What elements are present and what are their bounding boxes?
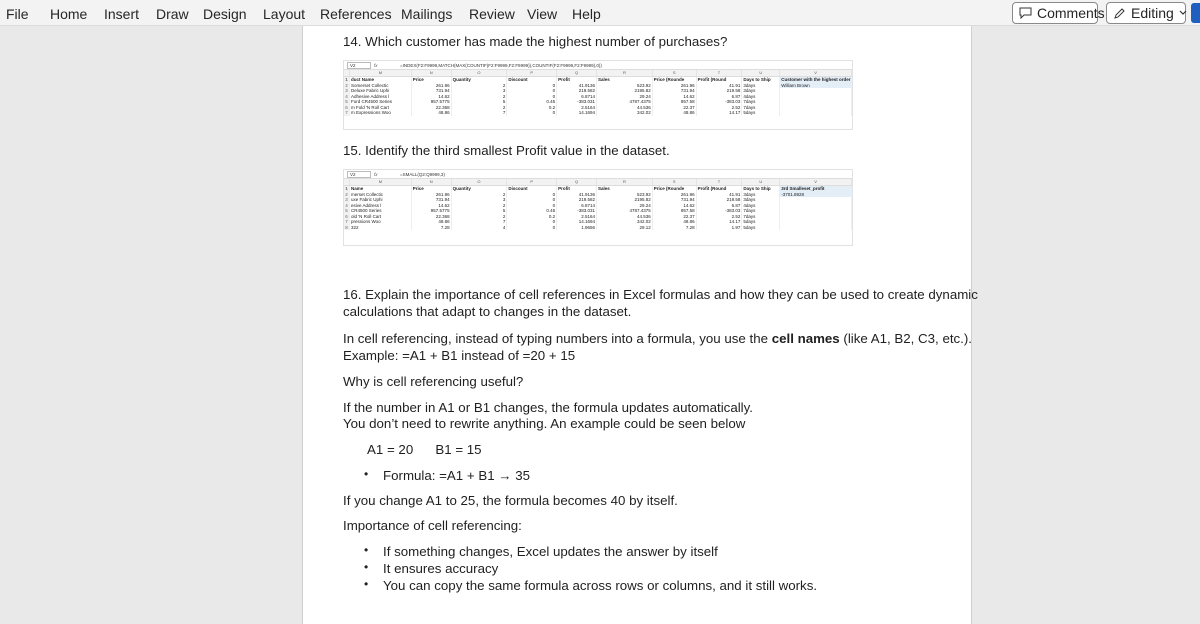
- menu-insert[interactable]: Insert: [104, 6, 140, 22]
- table-cell: 4787.4375: [597, 208, 653, 214]
- table-cell: 3: [452, 197, 508, 203]
- question-16-line2: calculations that adapt to changes in the dataset.: [343, 304, 632, 319]
- document-page[interactable]: [302, 26, 978, 624]
- table-cell: 2.52: [697, 105, 743, 111]
- table-row: 7 m Expressions Woo 48.86 7 0 14.1694 342.02 48.86 14.17 5days: [344, 110, 852, 116]
- table-cell: 29.12: [597, 225, 653, 231]
- table-cell: pressions Woo: [350, 219, 412, 225]
- editing-label: Editing: [1131, 5, 1174, 21]
- table-cell: Days to Ship: [742, 77, 780, 83]
- table-cell: 3days: [742, 197, 780, 203]
- table-cell: 0: [507, 94, 557, 100]
- table-cell: -3701.8928: [780, 192, 852, 198]
- question-16-line1: 16. Explain the importance of cell references in Excel formulas and how they can be used to create dynamic: [343, 287, 978, 302]
- table-cell: 731.94: [412, 197, 452, 203]
- table-cell: Ford CR4500 Series: [350, 99, 412, 105]
- fx-icon: fx: [374, 171, 378, 177]
- table-cell: 6.87: [697, 203, 743, 209]
- table-cell: 0: [507, 83, 557, 89]
- table-cell: 41.9136: [557, 192, 597, 198]
- bullet-icon: •: [364, 467, 369, 481]
- menu-view[interactable]: View: [527, 6, 558, 22]
- cell-reference: V2: [347, 62, 371, 69]
- spreadsheet-grid: [344, 186, 852, 230]
- paragraph-example: Example: =A1 + B1 instead of =20 + 15: [343, 348, 576, 363]
- table-cell: 261.96: [412, 83, 452, 89]
- table-cell: 41.91: [697, 83, 743, 89]
- table-cell: 2: [452, 203, 508, 209]
- table-cell: 219.582: [557, 197, 597, 203]
- table-cell: Price (Rounde: [653, 186, 697, 192]
- table-cell: 2195.82: [597, 197, 653, 203]
- pencil-icon: [1113, 7, 1126, 20]
- table-cell: Adhesive Address l: [350, 94, 412, 100]
- table-cell: 342.02: [597, 219, 653, 225]
- table-cell: Profit: [557, 77, 597, 83]
- importance-bullet-3: You can copy the same formula across rows or columns, and it still works.: [383, 578, 818, 593]
- column-headers: M N O P Q R S T U V: [344, 179, 852, 186]
- table-cell: 261.96: [412, 192, 452, 198]
- table-cell: 22.37: [653, 105, 697, 111]
- table-cell: 3days: [742, 192, 780, 198]
- table-cell: Price: [412, 186, 452, 192]
- table-cell: Discount: [507, 77, 557, 83]
- excel-screenshot-q15: [343, 169, 853, 246]
- table-cell: 14.1694: [557, 110, 597, 116]
- table-cell: 6.8714: [557, 203, 597, 209]
- table-cell: merset Collectic: [350, 192, 412, 198]
- table-cell: William Brown: [780, 83, 852, 89]
- formula-bar: [344, 61, 852, 70]
- excel-screenshot-q14: [343, 60, 853, 130]
- table-cell: old 'N Roll Cart: [350, 214, 412, 220]
- table-cell: 14.62: [653, 203, 697, 209]
- table-cell: 5days: [742, 225, 780, 231]
- table-cell: Sales: [597, 186, 653, 192]
- paragraph-cell-referencing: In cell referencing, instead of typing numbers into a formula, you use the cell names (like A1, B2, C3, etc.).: [343, 331, 972, 346]
- cell-reference: V2: [347, 171, 371, 178]
- table-row: 5 CR4500 Series 957.5775 5 0.45 -383.031 4787.4375 957.58 -383.03 7days: [344, 208, 852, 214]
- formula-text: =INDEX(F2:F9999,MATCH(MAX(COUNTIF(F2:F9999,F2:F9999)),COUNTIF(F2:F9999,F2:F9999),0)): [400, 62, 602, 68]
- table-cell: 6.87: [697, 94, 743, 100]
- table-cell: Days to Ship: [742, 186, 780, 192]
- table-cell: 22.368: [412, 214, 452, 220]
- table-cell: 7days: [742, 208, 780, 214]
- table-cell: 29.24: [597, 203, 653, 209]
- question-14: 14. Which customer has made the highest number of purchases?: [343, 34, 728, 49]
- paragraph-change-a1: If you change A1 to 25, the formula becomes 40 by itself.: [343, 493, 678, 508]
- spreadsheet-grid: [344, 77, 852, 116]
- table-cell: -383.031: [557, 99, 597, 105]
- menu-draw[interactable]: Draw: [156, 6, 189, 22]
- table-cell: 48.86: [653, 110, 697, 116]
- table-cell: 342.02: [597, 110, 653, 116]
- importance-bullet-2: It ensures accuracy: [383, 561, 499, 576]
- table-cell: 731.94: [653, 197, 697, 203]
- menu-file[interactable]: File: [6, 6, 29, 22]
- table-cell: 0: [507, 225, 557, 231]
- table-cell: 1.9656: [557, 225, 597, 231]
- table-row: 8 322 7.28 4 0 1.9656 29.12 7.28 1.97 5days: [344, 225, 852, 231]
- table-cell: Discount: [507, 186, 557, 192]
- table-cell: 7days: [742, 99, 780, 105]
- table-cell: uxe Fabric Uphi: [350, 197, 412, 203]
- ribbon-menu-bar: [0, 0, 1200, 26]
- table-cell: 14.62: [653, 94, 697, 100]
- table-cell: 0.45: [507, 208, 557, 214]
- table-cell: Price: [412, 77, 452, 83]
- share-button[interactable]: [1191, 3, 1200, 23]
- table-row: 4 esive Address l 14.62 2 0 6.8714 29.24 14.62 6.87 4days: [344, 203, 852, 209]
- table-cell: Customer with the highest order: [781, 77, 851, 82]
- table-cell: 0.45: [507, 99, 557, 105]
- table-cell: 22.37: [653, 214, 697, 220]
- table-row: 7 pressions Woo 48.86 7 0 14.1694 342.02 48.86 14.17 5days: [344, 219, 852, 225]
- table-cell: 0: [507, 88, 557, 94]
- table-cell: 957.58: [653, 208, 697, 214]
- example-values: A1 = 20 B1 = 15: [367, 442, 482, 457]
- table-cell: [780, 225, 852, 231]
- table-cell: 3: [452, 88, 508, 94]
- bullet-icon: •: [364, 543, 369, 557]
- menu-review[interactable]: Review: [469, 6, 515, 22]
- table-cell: 7: [452, 110, 508, 116]
- table-cell: Profit (Round: [697, 186, 743, 192]
- paragraph-updates-line2: You don’t need to rewrite anything. An example could be seen below: [343, 416, 746, 431]
- table-cell: 4787.4375: [597, 99, 653, 105]
- table-cell: 4days: [742, 203, 780, 209]
- table-cell: -383.03: [697, 99, 743, 105]
- chevron-down-icon: [1179, 10, 1187, 16]
- table-cell: 14.17: [697, 219, 743, 225]
- table-cell: 5: [452, 208, 508, 214]
- table-cell: 5days: [742, 219, 780, 225]
- table-cell: [780, 110, 852, 116]
- table-cell: Profit (Round: [697, 77, 743, 83]
- table-cell: 5: [452, 99, 508, 105]
- heading-importance: Importance of cell referencing:: [343, 518, 522, 533]
- formula-text: =SMALL(Q2:Q9999,3): [400, 171, 445, 177]
- question-15: 15. Identify the third smallest Profit value in the dataset.: [343, 143, 670, 158]
- table-cell: 219.58: [697, 88, 743, 94]
- table-cell: 48.86: [412, 110, 452, 116]
- table-cell: 219.582: [557, 88, 597, 94]
- table-cell: 7days: [742, 214, 780, 220]
- table-row: 3 uxe Fabric Uphi 731.94 3 0 219.582 2195.82 731.94 219.58 3days: [344, 197, 852, 203]
- heading-why-useful: Why is cell referencing useful?: [343, 374, 524, 389]
- table-cell: Profit: [557, 186, 597, 192]
- formula-bullet: Formula: =A1 + B1 → 35: [383, 468, 531, 483]
- table-cell: 4: [452, 225, 508, 231]
- table-cell: 2: [452, 105, 508, 111]
- table-cell: m Expressions Woo: [350, 110, 412, 116]
- table-cell: 41.9136: [557, 83, 597, 89]
- header-row: 1 Name Price Quantity Discount Profit Sales Price (Rounde Profit (Round Days to Ship 3rd Smalleset_profit: [344, 186, 852, 192]
- table-cell: 2: [452, 94, 508, 100]
- comments-button[interactable]: [1012, 2, 1105, 24]
- table-cell: 2.5164: [557, 105, 597, 111]
- table-cell: 2: [452, 192, 508, 198]
- table-row: 6 m Fold 'N Roll Cart 22.368 2 0.2 2.5164 44.536 22.37 2.52 7days: [344, 105, 852, 111]
- table-cell: 2: [452, 83, 508, 89]
- table-cell: 523.92: [597, 192, 653, 198]
- table-cell: 0: [507, 219, 557, 225]
- editing-mode-button[interactable]: [1106, 2, 1186, 24]
- table-cell: 2.5164: [557, 214, 597, 220]
- table-cell: 2: [452, 214, 508, 220]
- table-row: 2 Somerset Collectic 261.96 2 0 41.9136 523.92 261.96 41.91 3days William Brown: [344, 83, 852, 89]
- table-cell: 14.62: [412, 94, 452, 100]
- table-row: 5 Ford CR4500 Series 957.5775 5 0.45 -383.031 4787.4375 957.58 -383.03 7days: [344, 99, 852, 105]
- table-cell: Deluxe Fabric Uphi: [350, 88, 412, 94]
- table-cell: 7days: [742, 105, 780, 111]
- table-cell: 2.52: [697, 214, 743, 220]
- comment-icon: [1019, 7, 1032, 19]
- table-cell: 48.86: [412, 219, 452, 225]
- table-cell: 957.5775: [412, 208, 452, 214]
- table-cell: 261.96: [653, 83, 697, 89]
- table-cell: 3rd Smalleset_profit: [780, 186, 852, 192]
- table-cell: 44.536: [597, 105, 653, 111]
- header-row: 1 duct Name Price Quantity Discount Profit Sales Price (Rounde Profit (Round Days to Ship Customer with the highest order: [345, 77, 851, 82]
- table-cell: 7: [452, 219, 508, 225]
- table-cell: 3days: [742, 88, 780, 94]
- table-cell: 3days: [742, 83, 780, 89]
- table-cell: 523.92: [597, 83, 653, 89]
- menu-mailings[interactable]: Mailings: [401, 6, 453, 22]
- table-cell: 44.536: [597, 214, 653, 220]
- table-cell: 14.62: [412, 203, 452, 209]
- table-cell: 6.8714: [557, 94, 597, 100]
- table-cell: esive Address l: [350, 203, 412, 209]
- bullet-icon: •: [364, 560, 369, 574]
- menu-layout[interactable]: Layout: [263, 6, 306, 22]
- fx-icon: fx: [374, 62, 378, 68]
- table-cell: 0.2: [507, 105, 557, 111]
- table-cell: 5days: [742, 110, 780, 116]
- table-cell: 14.1694: [557, 219, 597, 225]
- table-cell: 957.58: [653, 99, 697, 105]
- table-cell: 731.94: [412, 88, 452, 94]
- table-cell: 22.368: [412, 105, 452, 111]
- table-cell: Quantity: [452, 186, 508, 192]
- menu-home[interactable]: Home: [50, 6, 88, 22]
- table-cell: 14.17: [697, 110, 743, 116]
- table-cell: 41.91: [697, 192, 743, 198]
- table-cell: Quantity: [452, 77, 508, 83]
- table-cell: duct Name: [350, 77, 412, 83]
- table-cell: 0: [507, 203, 557, 209]
- table-cell: 0.2: [507, 214, 557, 220]
- table-cell: 261.96: [653, 192, 697, 198]
- table-cell: 322: [350, 225, 412, 231]
- table-cell: 7.28: [412, 225, 452, 231]
- table-cell: 219.58: [697, 197, 743, 203]
- table-cell: Somerset Collectic: [350, 83, 412, 89]
- table-cell: 4days: [742, 94, 780, 100]
- paragraph-updates-line1: If the number in A1 or B1 changes, the formula updates automatically.: [343, 400, 753, 415]
- table-cell: -383.03: [697, 208, 743, 214]
- table-cell: Sales: [597, 77, 653, 83]
- table-row: 3 Deluxe Fabric Uphi 731.94 3 0 219.582 2195.82 731.94 219.58 3days: [344, 88, 852, 94]
- table-cell: 0: [507, 192, 557, 198]
- bullet-icon: •: [364, 577, 369, 591]
- menu-references[interactable]: References: [320, 6, 392, 22]
- menu-design[interactable]: Design: [203, 6, 247, 22]
- table-cell: m Fold 'N Roll Cart: [350, 105, 412, 111]
- table-row: 2 merset Collectic 261.96 2 0 41.9136 523.92 261.96 41.91 3days -3701.8928: [344, 192, 852, 198]
- table-cell: 0: [507, 197, 557, 203]
- formula-bar: [344, 170, 852, 179]
- table-cell: 2195.82: [597, 88, 653, 94]
- table-cell: 1.97: [697, 225, 743, 231]
- table-cell: 731.94: [653, 88, 697, 94]
- table-cell: -383.031: [557, 208, 597, 214]
- table-row: 4 Adhesive Address l 14.62 2 0 6.8714 29.24 14.62 6.87 4days: [344, 94, 852, 100]
- importance-bullet-1: If something changes, Excel updates the answer by itself: [383, 544, 718, 559]
- table-cell: Name: [350, 186, 412, 192]
- table-cell: 957.5775: [412, 99, 452, 105]
- column-headers: M N O P Q R S T U V: [344, 70, 852, 77]
- menu-help[interactable]: Help: [572, 6, 601, 22]
- comments-label: Comments: [1037, 5, 1105, 21]
- table-cell: CR4500 Series: [350, 208, 412, 214]
- table-row: 6 old 'N Roll Cart 22.368 2 0.2 2.5164 44.536 22.37 2.52 7days: [344, 214, 852, 220]
- table-cell: 48.86: [653, 219, 697, 225]
- table-cell: 0: [507, 110, 557, 116]
- table-cell: Price (Rounde: [653, 77, 697, 83]
- table-cell: 7.28: [653, 225, 697, 231]
- table-cell: 29.24: [597, 94, 653, 100]
